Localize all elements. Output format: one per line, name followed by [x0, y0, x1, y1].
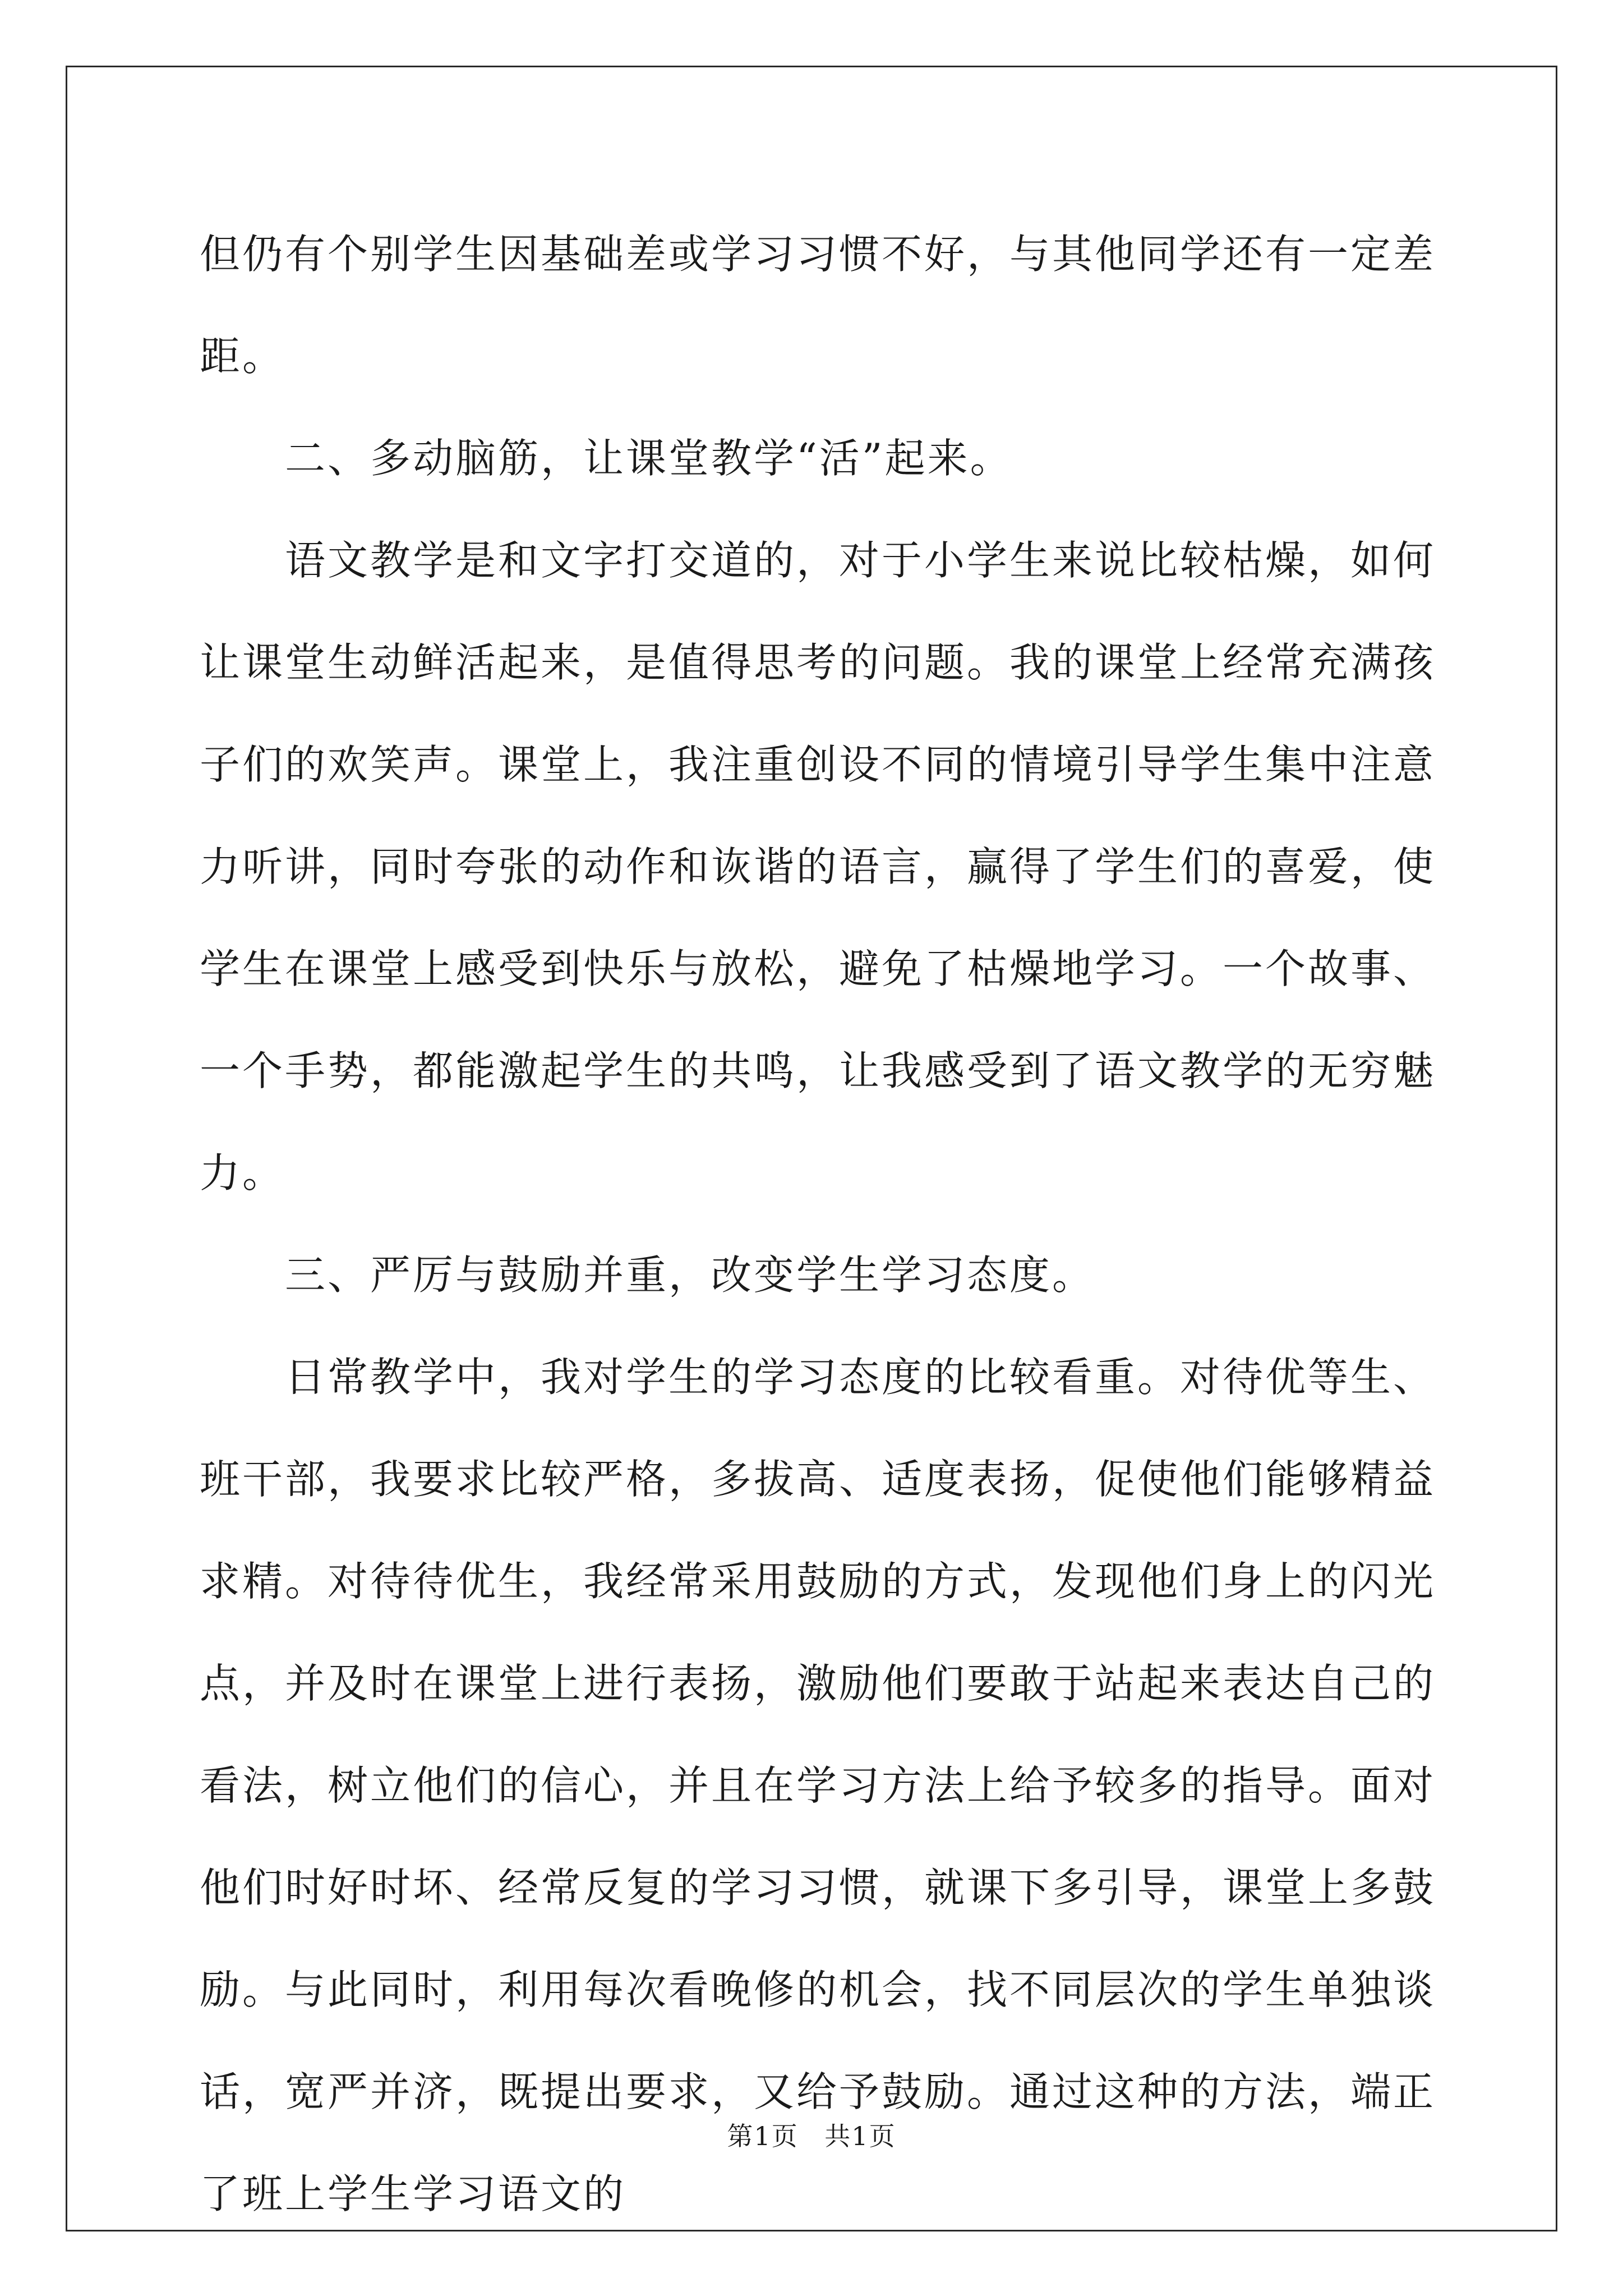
paragraph-classroom: 语文教学是和文字打交道的，对于小学生来说比较枯燥，如何让课堂生动鲜活起来，是值得思考的问题。我的课堂上经常充满孩子们的欢笑声。课堂上，我注重创设不同的情境引导学生集中注意力听讲，同时夸张的动作和诙谐的语言，赢得了学生们的喜爱，使学生在课堂上感受到快乐与放松，避免了枯燥地学习。一个故事、一个手势，都能激起学生的共鸣，让我感受到了语文教学的无穷魅力。 — [200, 537, 1436, 1197]
paragraph-attitude: 日常教学中，我对学生的学习态度的比较看重。对待优等生、班干部，我要求比较严格，多拔高、适度表扬，促使他们能够精益求精。对待待优生，我经常采用鼓励的方式，发现他们身上的闪光点，并及时在课堂上进行表扬，激励他们要敢于站起来表达自己的看法，树立他们的信心，并且在学习方法上给予较多的指导。面对他们时好时坏、经常反复的学习习惯，就课下多引导，课堂上多鼓励。与此同时，利用每次看晚修的机会，找不同层次的学生单独谈话，宽严并济，既提出要求，又给予鼓励。通过这种的方法，端正了班上学生学习语文的 — [200, 1354, 1436, 2217]
section-heading-3: 三、严厉与鼓励并重，改变学生学习态度。 — [285, 1251, 1095, 1299]
page-number-footer: 第1页 共1页 — [727, 2121, 896, 2151]
paragraph-continuation: 但仍有个别学生因基础差或学习习惯不好，与其他同学还有一定差距。 — [200, 231, 1436, 380]
section-heading-2: 二、多动脑筋，让课堂教学“活”起来。 — [285, 435, 1013, 482]
document-body — [200, 203, 1439, 2245]
